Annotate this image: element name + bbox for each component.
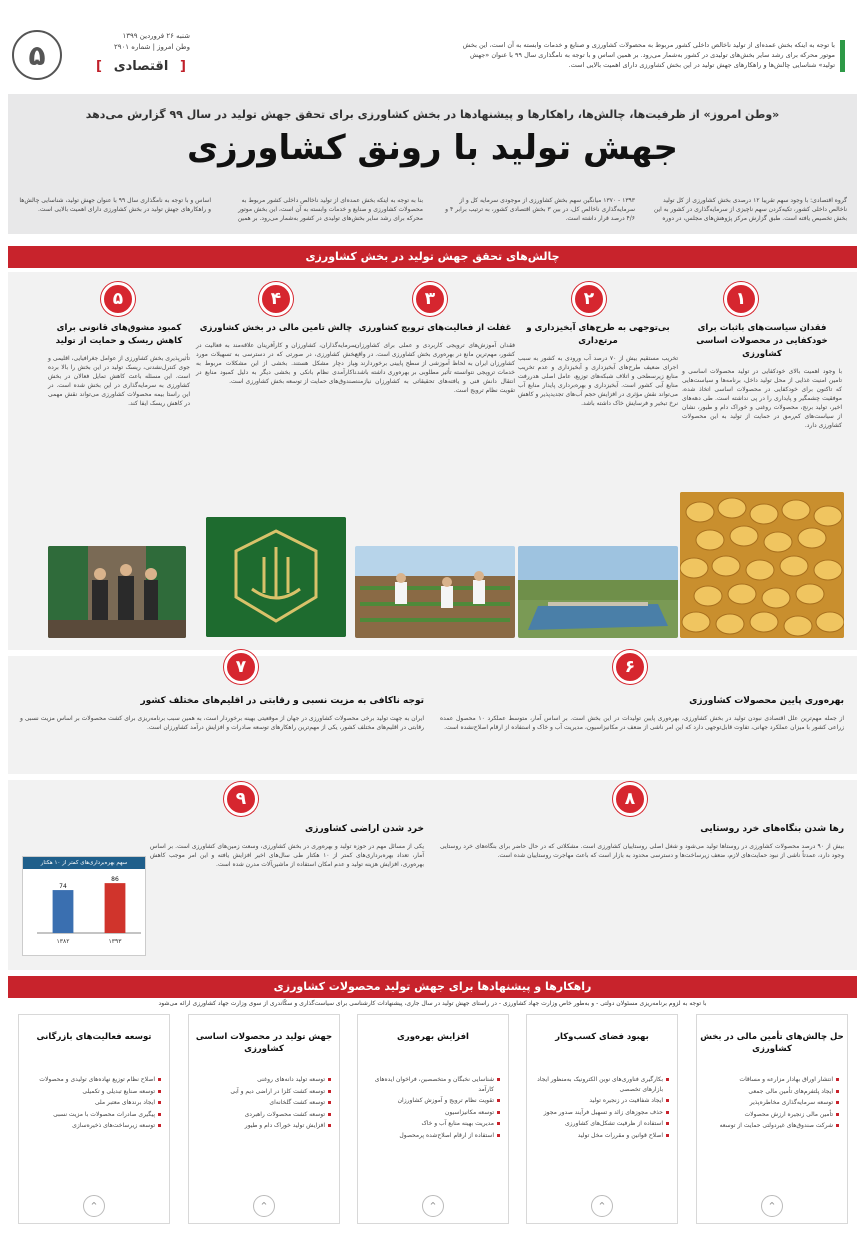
solution-item: تقویت نظام ترویج و آموزش کشاورزان (366, 1096, 500, 1106)
challenge-card-5 (48, 322, 190, 408)
bank-keshavarzi-logo-icon (206, 517, 346, 637)
intro-col-3: بنا به توجه به اینکه بخش عمده‌ای از تولید ناخالص داخلی کشور مربوط به محصولات کشاورزی و صنایع و خدمات وابسته به آن است، این بخش موتور محرکه برای رشد سایر بخش‌های تولیدی در کشور به‌شمار می‌رود. بر همین (237, 197, 423, 222)
challenge-number: ۸ (613, 782, 647, 816)
solution-title: جهش تولید در محصولات اساسی کشاورزی (195, 1032, 333, 1054)
challenge-number: ۹ (224, 782, 258, 816)
solution-item: افزایش تولید خوراک دام و طیور (197, 1121, 331, 1131)
meeting-photo (48, 546, 186, 638)
issue-number: وطن امروز | شماره ۲۹۰۱ (114, 43, 190, 51)
solution-item: استفاده از ارقام اصلاح‌شده پرمحصول (366, 1131, 500, 1141)
page-number: ۵ (12, 30, 62, 80)
challenge-title: توجه ناکافی به مزیت نسبی و رقابتی در اقلیم‌های مختلف کشور (140, 696, 424, 706)
challenge-title: غفلت از فعالیت‌های ترویج کشاورزی (358, 323, 512, 333)
chart-bar (105, 883, 126, 933)
challenge-body: یکی از مسائل مهم در حوزه تولید و بهره‌وری در بخش کشاورزی، وسعت زمین‌های کشاورزی است. بر اساس آمار، تعداد بهره‌برداری‌های کمتر از ۱۰ هکتار طی سال‌های اخیر افزایش یافته و این امر موجب کاهش بهره‌وری، افزایش هزینه تولید و عدم امکان استفاده از ماشین‌آلات مدرن شده است. (150, 843, 424, 868)
solution-item: توسعه کشت کلزا در اراضی دیم و آبی (197, 1087, 331, 1097)
challenge-body: تأثیرپذیری بخش کشاورزی از عوامل جغرافیایی، اقلیمی و جوی کنترل‌نشدنی، ریسک تولید در این بخش را بالا برده است. این مسئله باعث کاهش تمایل فعالان در بخش کشاورزی به سرمایه‌گذاری در این بخش شده است. در این راستا بیمه محصولات کشاورزی می‌تواند نقش مهمی در کاهش ریسک ایفا کند. (48, 355, 190, 407)
challenge-number: ۷ (224, 650, 258, 684)
challenge-card-2 (518, 322, 678, 408)
solution-item: ایجاد برندهای معتبر ملی (27, 1098, 161, 1108)
solution-title: افزایش بهره‌وری (397, 1032, 469, 1042)
solution-column (696, 1014, 848, 1224)
solution-item: شرکت صندوق‌های غیردولتی حمایت از توسعه (705, 1121, 839, 1131)
corn-photo (680, 492, 844, 638)
solution-item: توسعه صنایع تبدیلی و تکمیلی (27, 1087, 161, 1097)
solution-title: بهبود فضای کسب‌وکار (555, 1032, 649, 1042)
solution-column (526, 1014, 678, 1224)
chart-plot (23, 869, 145, 947)
chevron-up-icon: ⌃ (422, 1195, 444, 1217)
solution-item: توسعه تولید دانه‌های روغنی (197, 1075, 331, 1085)
chart-value-label: 74 (59, 883, 67, 891)
solution-item: توسعه زیرساخت‌های ذخیره‌سازی (27, 1121, 161, 1131)
solution-title: حل چالش‌های تأمین مالی در بخش کشاورزی (700, 1032, 844, 1054)
challenges-band: چالش‌های تحقق جهش تولید در بخش کشاورزی (8, 246, 857, 268)
challenge-number: ۳ (413, 282, 447, 316)
chart-value-label: 86 (111, 876, 119, 884)
solution-item: انتشار اوراق بهادار مزارعه و مساقات (705, 1075, 839, 1085)
solution-title: توسعه فعالیت‌های بازرگانی (36, 1032, 152, 1042)
hero-subtitle: «وطن امروز» از ظرفیت‌ها، چالش‌ها، راهکارها و پیشنهادها در بخش کشاورزی برای تحقق جهش تولید در سال ۹۹ گزارش می‌دهد (85, 108, 780, 121)
lead-marker (840, 40, 845, 72)
solution-items (358, 1071, 508, 1140)
solution-item: تأمین مالی زنجیره ارزش محصولات (705, 1110, 839, 1120)
challenge-body: سرمایه‌گذاران، کشاورزان و کارآفرینان علاقه‌مند به فعالیت در بخش کشاورزی، در صورتی که در دسترسی به تسهیلات مورد نیاز دچار مشکل هستند. بخشی از این مشکلات مربوط به ناکارآمدی نظام بانکی و بخشی دیگر به دلیل کمبود منابع در صندوق‌های حمایت از توسعه بخش کشاورزی است. (196, 342, 356, 385)
challenge-title: چالش تامین مالی در بخش کشاورزی (199, 323, 353, 333)
challenge-body: تخریب مستقیم بیش از ۷۰ درصد آب ورودی به کشور به سبب اجرای ضعیف طرح‌های آبخیزداری و آبخیزداری و عدم تخریب منابع زیرسطحی و اتلاف شبکه‌های توزیع، عامل اصلی هدررفت منابع آبی کشور است. آبخیزداری و بهره‌برداری پایدار منابع آب می‌تواند نقش مؤثری در افزایش حجم آب‌های تجدیدپذیر و کاهش نرخ تبخیر و فرسایش خاک داشته باشد. (518, 355, 678, 407)
land-chart (22, 856, 146, 956)
researchers-field-icon (355, 546, 515, 638)
dam-photo (518, 546, 678, 638)
page-header (0, 0, 865, 92)
agri-bank-logo (206, 517, 346, 637)
challenge-title: کمبود مشوق‌های قانونی برای کاهش ریسک و حمایت از تولید (55, 323, 183, 346)
solution-item: حذف مجوزهای زائد و تسهیل فرآیند صدور مجوز (535, 1108, 669, 1118)
challenge-card-4 (196, 322, 356, 386)
top-lead: با توجه به اینکه بخش عمده‌ای از تولید ناخالص داخلی کشور مربوط به محصولات کشاورزی و صنایع و خدمات وابسته به آن است، این بخش موتور محرکه برای رشد سایر بخش‌های تولیدی در کشور به‌شمار می‌رود. بر همین اساس و با توجه به نامگذاری سال ۹۹ با عنوان «جهش تولید» شناسایی چالش‌ها و راهکارهای جهش تولید در این بخش کشاورزی دارای اهمیت بالایی است. (462, 41, 835, 69)
solution-item: ایجاد شفافیت در زنجیره تولید (535, 1096, 669, 1106)
challenge-number: ۶ (613, 650, 647, 684)
challenge-card-3 (355, 322, 515, 395)
solution-items (189, 1071, 339, 1131)
chart-category-label: ۱۳۹۳ (108, 938, 122, 945)
challenge-body: از جمله مهم‌ترین علل اقتصادی نبودن تولید در بخش کشاورزی، بهره‌وری پایین تولیدات در این بخش است. بر اساس آمار، متوسط عملکرد ۱۰ محصول عمده زراعی کشور با میزان عملکرد جهانی، تفاوت قابل‌توجهی دارد که این امر ناشی از ضعف در مکانیزاسیون، مدیریت آب و خاک و استفاده از ارقام اصلاح‌نشده است. (440, 715, 845, 731)
chart-title: سهم بهره‌برداری‌های کمتر از ۱۰ هکتار (23, 857, 145, 869)
solution-items (19, 1071, 169, 1131)
challenge-number: ۴ (259, 282, 293, 316)
officials-meeting-icon (48, 546, 186, 638)
section-name: [ اقتصادی ] (96, 56, 186, 78)
chart-bar (53, 890, 74, 933)
challenge-body: فقدان آموزش‌های ترویجی کاربردی و عملی برای کشاورزان کشور، مهم‌ترین مانع در بهره‌وری بخش کشاورزی است. در واقع کشاورزان ایران به لحاظ آموزشی از سطح پایینی برخوردارند و خدمات ترویجی نتوانسته تأثیر مطلوبی بر بهره‌وری داشته باشد. انتقال دانش فنی و یافته‌های تحقیقاتی به کشاورزان نیازمند تقویت نظام ترویج است. (355, 342, 515, 394)
solution-item: مدیریت بهینه منابع آب و خاک (366, 1119, 500, 1129)
chart-category-label: ۱۳۸۲ (56, 938, 70, 945)
challenge-body: بیش از ۹۰ درصد محصولات کشاورزی در روستاها تولید می‌شود و شغل اصلی روستاییان کشاورزی است. مشکلاتی که در حال حاضر برای بنگاه‌های خرد روستایی وجود دارد، عمدتاً ناشی از نبود حمایت‌های لازم، ضعف زیرساخت‌ها و دسترسی محدود به بازار است که باعث مهاجرت روستاییان شده است. (440, 843, 844, 859)
solution-column (357, 1014, 509, 1224)
challenge-card-1 (682, 322, 842, 430)
challenge-title: بی‌توجهی به طرح‌های آبخیزداری و مرتع‌داری (526, 323, 670, 346)
challenge-number: ۵ (101, 282, 135, 316)
issue-date: شنبه ۲۶ فروردین ۱۳۹۹ (122, 32, 190, 40)
solutions-band: راهکارها و پیشنهادها برای جهش تولید محصولات کشاورزی (8, 976, 857, 998)
challenge-body: ایران به جهت تولید برخی محصولات کشاورزی در جهان از موقعیتی بهینه برخوردار است، به همین سبب برنامه‌ریزی برای کشت محصولات بر اساس مزیت نسبی و رقابتی در اقلیم‌های مختلف کشور، یکی از مهم‌ترین راهکارهای توسعه صادرات و افزایش درآمد کشاورزان است. (20, 715, 424, 731)
challenge-title: رها شدن بنگاه‌های خرد روستایی (700, 824, 844, 834)
solution-item: توسعه سرمایه‌گذاری مخاطره‌پذیر (705, 1098, 839, 1108)
challenge-number: ۲ (572, 282, 606, 316)
chevron-up-icon: ⌃ (253, 1195, 275, 1217)
challenge-title: خرد شدن اراضی کشاورزی (305, 824, 424, 834)
solution-item: بکارگیری فناوری‌های نوین الکترونیک به‌منظور ایجاد بازارهای تخصصی (535, 1075, 669, 1094)
hero-title: جهش تولید با رونق کشاورزی (187, 128, 678, 168)
solution-item: توسعه کشت گلخانه‌ای (197, 1098, 331, 1108)
intro-col-4: اساس و با توجه به نامگذاری سال ۹۹ با عنوان جهش تولید، شناسایی چالش‌ها و راهکارهای جهش تولید در بخش کشاورزی دارای اهمیت بالایی است. (19, 197, 211, 213)
dam-landscape-icon (518, 546, 678, 638)
challenge-title: بهره‌وری پایین محصولات کشاورزی (689, 696, 844, 706)
solution-item: توسعه کشت محصولات راهبردی (197, 1110, 331, 1120)
corn-kernels-icon (680, 492, 844, 638)
solution-column (188, 1014, 340, 1224)
solution-item: توسعه مکانیزاسیون (366, 1108, 500, 1118)
solution-column (18, 1014, 170, 1224)
solutions-note: با توجه به لزوم برنامه‌ریزی مسئولان دولتی - و به‌طور خاص وزارت جهاد کشاورزی - در راستای جهش تولید در سال جاری، پیشنهادات کارشناسی برای سیاست‌گذاری و سکّاندری از سوی وزارت جهاد کشاورزی ارائه می‌شود (158, 1000, 707, 1007)
solution-item: ایجاد پلتفرم‌های تأمین مالی جمعی (705, 1087, 839, 1097)
intro-col-2: ۱۳۹۳ - ۱۳۷۰ میانگین سهم بخش کشاورزی از موجودی سرمایه کل و از سرمایه‌گذاری ناخالص کل، در بین ۳ بخش اقتصادی کشور، به ترتیب برابر ۴ و ۴/۶ درصد قرار داشته است. (445, 197, 635, 222)
masthead (12, 30, 190, 82)
challenge-body: با وجود اهمیت بالای خودکفایی در تولید محصولات اساسی و تامین امنیت غذایی از محل تولید داخل، برنامه‌ها و سیاست‌هایی که تاکنون برای خودکفایی در محصولات اساسی اتخاذ شده، موفقیت چشمگیر و پایداری را در پی نداشته است. طی دهه‌های اخیر، تولید برنج، محصولات روغنی و خوراک دام و طیور، نشان از سیاست‌های کم‌رمق در حمایت از تولید به این محصولات کشاورزی دارد. (682, 368, 842, 429)
field-research-photo (355, 546, 515, 638)
solution-items (697, 1071, 847, 1131)
intro-col-1: گروه اقتصادی: با وجود سهم تقریبا ۱۲ درصدی بخش کشاورزی از کل تولید ناخالص داخلی کشور، تکیه‌کردن سهم ناچیزی از سرمایه‌گذاری در کشور به این بخش تخصیص یافته است. طبق گزارش مرکز پژوهش‌های مجلس، در دوره (653, 197, 847, 222)
solution-item: اصلاح قوانین و مقررات مخل تولید (535, 1131, 669, 1141)
chevron-up-icon: ⌃ (761, 1195, 783, 1217)
chevron-up-icon: ⌃ (83, 1195, 105, 1217)
solution-item: استفاده از ظرفیت تشکل‌های کشاورزی (535, 1119, 669, 1129)
solution-item: پیگیری صادرات محصولات با مزیت نسبی (27, 1110, 161, 1120)
chevron-up-icon: ⌃ (591, 1195, 613, 1217)
hero (8, 94, 857, 234)
challenge-number: ۱ (724, 282, 758, 316)
solution-item: شناسایی نخبگان و متخصصین، فراخوان ایده‌های کارآمد (366, 1075, 500, 1094)
solution-item: اصلاح نظام توزیع نهاده‌های تولیدی و محصولات (27, 1075, 161, 1085)
challenge-title: فقدان سیاست‌های باثبات برای خودکفایی در محصولات اساسی کشاورزی (696, 323, 828, 359)
solution-items (527, 1071, 677, 1140)
